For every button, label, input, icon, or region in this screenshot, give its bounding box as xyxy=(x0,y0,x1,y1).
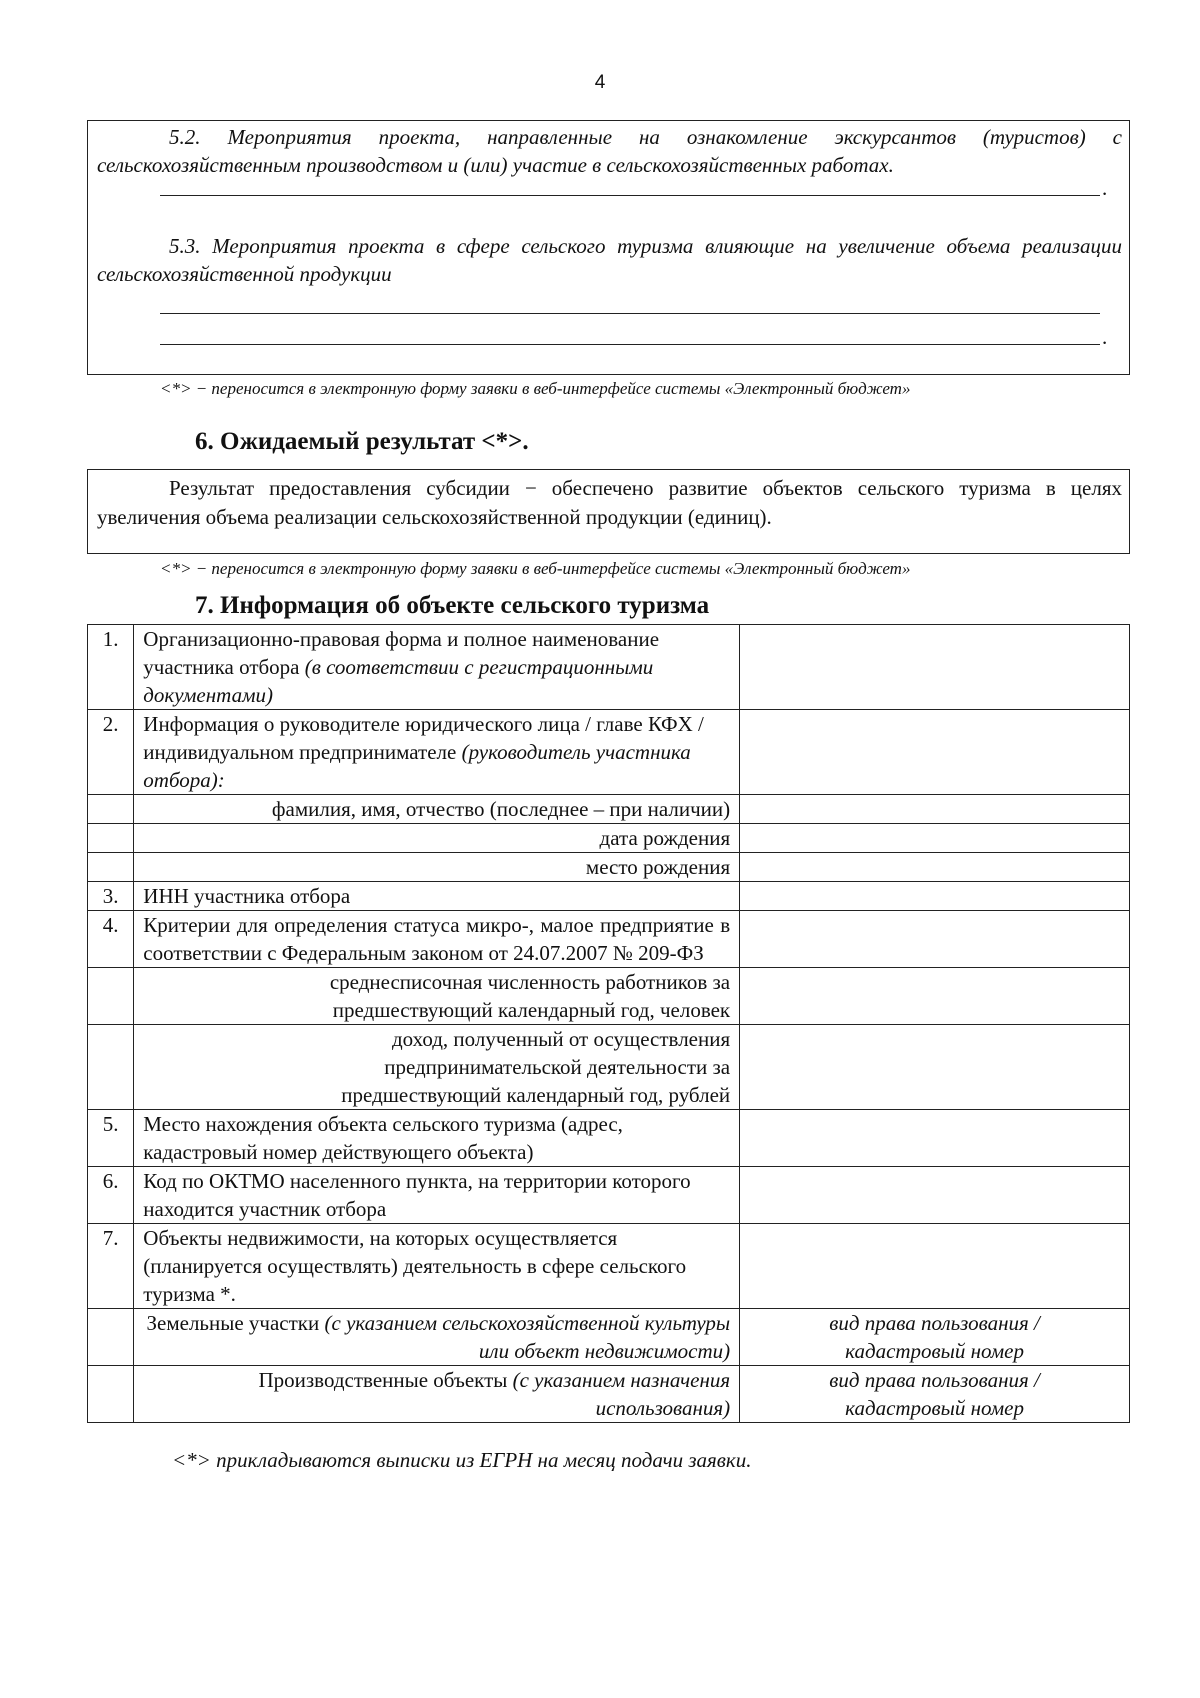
table-row xyxy=(88,1224,1130,1309)
value-cell[interactable] xyxy=(740,1167,1130,1224)
row-description: Объекты недвижимости, на которых осуществляется (планируется осуществлять) деятельность в сфере сельского туризма *. xyxy=(134,1224,740,1309)
row-description: Место нахождения объекта сельского туризма (адрес, кадастровый номер действующего объекта) xyxy=(134,1110,740,1167)
answer-line-5-3a xyxy=(160,313,1100,314)
row-number: 6. xyxy=(88,1167,134,1224)
section-6-text: Результат предоставления субсидии − обеспечено развитие объектов сельского туризма в целях увеличения объема реализации сельскохозяйственной продукции (единиц). xyxy=(97,476,1122,529)
value-cell[interactable] xyxy=(740,1025,1130,1110)
row-number: 1. xyxy=(88,625,134,710)
row-text: Информация о руководителе юридического лица / главе КФХ / индивидуальном предпринимателе xyxy=(143,712,704,764)
section-7-heading: 7. Информация об объекте сельского туризма xyxy=(195,592,710,619)
footnote-egrn: <*> прикладываются выписки из ЕГРН на месяц подачи заявки. xyxy=(172,1448,752,1472)
answer-line-5-2 xyxy=(160,195,1100,196)
row-description: Код по ОКТМО населенного пункта, на территории которого находится участник отбора xyxy=(134,1167,740,1224)
row-description xyxy=(134,625,740,710)
row-number: 7. xyxy=(88,1224,134,1309)
row-number xyxy=(88,853,134,882)
value-cell[interactable] xyxy=(740,1110,1130,1167)
row-description: дата рождения xyxy=(134,824,740,853)
value-hint: вид права пользования / кадастровый номер xyxy=(829,1311,1040,1363)
row-text: Организационно-правовая форма и полное наименование участника отбора xyxy=(143,627,660,679)
row-description: место рождения xyxy=(134,853,740,882)
row-number: 3. xyxy=(88,882,134,911)
row-text: Земельные участки xyxy=(146,1311,325,1335)
row-number xyxy=(88,1366,134,1423)
row-text: доход, полученный от осуществления предпринимательской деятельности за предшествующий календарный год, рублей xyxy=(341,1027,731,1107)
item-5-3-text: 5.3. Мероприятия проекта в сфере сельского туризма влияющие на увеличение объема реализации сельскохозяйственной продукции xyxy=(97,234,1122,286)
value-cell[interactable] xyxy=(740,1309,1130,1366)
table-row xyxy=(88,911,1130,968)
answer-line-5-3b xyxy=(160,344,1100,345)
value-cell[interactable] xyxy=(740,1224,1130,1309)
row-description: ИНН участника отбора xyxy=(134,882,740,911)
table-row xyxy=(88,882,1130,911)
value-cell[interactable] xyxy=(740,968,1130,1025)
row-note: (в соответствии с регистрационными документами) xyxy=(143,655,654,707)
line-end-5-2: . xyxy=(1102,176,1108,200)
value-cell[interactable] xyxy=(740,853,1130,882)
row-number xyxy=(88,1025,134,1110)
row-description xyxy=(134,1309,740,1366)
row-number xyxy=(88,1309,134,1366)
footnote-electronic-1: <*> − переносится в электронную форму заявки в веб-интерфейсе системы «Электронный бюджет» xyxy=(160,379,911,398)
object-info-table xyxy=(87,624,1130,1423)
table-row xyxy=(88,1110,1130,1167)
table-row xyxy=(88,968,1130,1025)
table-row xyxy=(88,795,1130,824)
table-row xyxy=(88,853,1130,882)
row-note: (с указанием назначения использования) xyxy=(512,1368,731,1420)
table-row xyxy=(88,1366,1130,1423)
row-number: 2. xyxy=(88,710,134,795)
row-text: Производственные объекты xyxy=(258,1368,513,1392)
row-text: среднесписочная численность работников за предшествующий календарный год, человек xyxy=(329,970,731,1022)
value-cell[interactable] xyxy=(740,795,1130,824)
row-number xyxy=(88,824,134,853)
row-number xyxy=(88,795,134,824)
footnote-electronic-2: <*> − переносится в электронную форму заявки в веб-интерфейсе системы «Электронный бюджет» xyxy=(160,559,911,578)
section-6-heading: 6. Ожидаемый результат <*>. xyxy=(195,428,529,455)
value-cell[interactable] xyxy=(740,882,1130,911)
value-hint: вид права пользования / кадастровый номер xyxy=(829,1368,1040,1420)
row-number xyxy=(88,968,134,1025)
row-description: Критерии для определения статуса микро-, малое предприятие в соответствии с Федеральным законом от 24.07.2007 № 209-ФЗ xyxy=(134,911,740,968)
line-end-5-3: . xyxy=(1102,325,1108,349)
item-5-2 xyxy=(97,123,1122,179)
row-number: 4. xyxy=(88,911,134,968)
row-number: 5. xyxy=(88,1110,134,1167)
value-cell[interactable] xyxy=(740,1366,1130,1423)
row-description xyxy=(134,710,740,795)
value-cell[interactable] xyxy=(740,710,1130,795)
row-description xyxy=(134,1366,740,1423)
table-row xyxy=(88,625,1130,710)
table-row xyxy=(88,1309,1130,1366)
row-description xyxy=(134,1025,740,1110)
table-row xyxy=(88,1167,1130,1224)
table-row xyxy=(88,1025,1130,1110)
table-row xyxy=(88,710,1130,795)
row-description: фамилия, имя, отчество (последнее – при наличии) xyxy=(134,795,740,824)
value-cell[interactable] xyxy=(740,911,1130,968)
item-5-3 xyxy=(97,232,1122,288)
item-5-2-text: 5.2. Мероприятия проекта, направленные на ознакомление экскурсантов (туристов) с сельскохозяйственным производством и (или) участие в сельскохозяйственных работах. xyxy=(97,125,1122,177)
value-cell[interactable] xyxy=(740,824,1130,853)
value-cell[interactable] xyxy=(740,625,1130,710)
row-description xyxy=(134,968,740,1025)
section-6-text-wrap xyxy=(97,474,1122,532)
table-row xyxy=(88,824,1130,853)
page-number: 4 xyxy=(594,72,606,93)
row-note: (с указанием сельскохозяйственной культуры или объект недвижимости) xyxy=(324,1311,731,1363)
row-note: (руководитель участника отбора): xyxy=(143,740,691,792)
